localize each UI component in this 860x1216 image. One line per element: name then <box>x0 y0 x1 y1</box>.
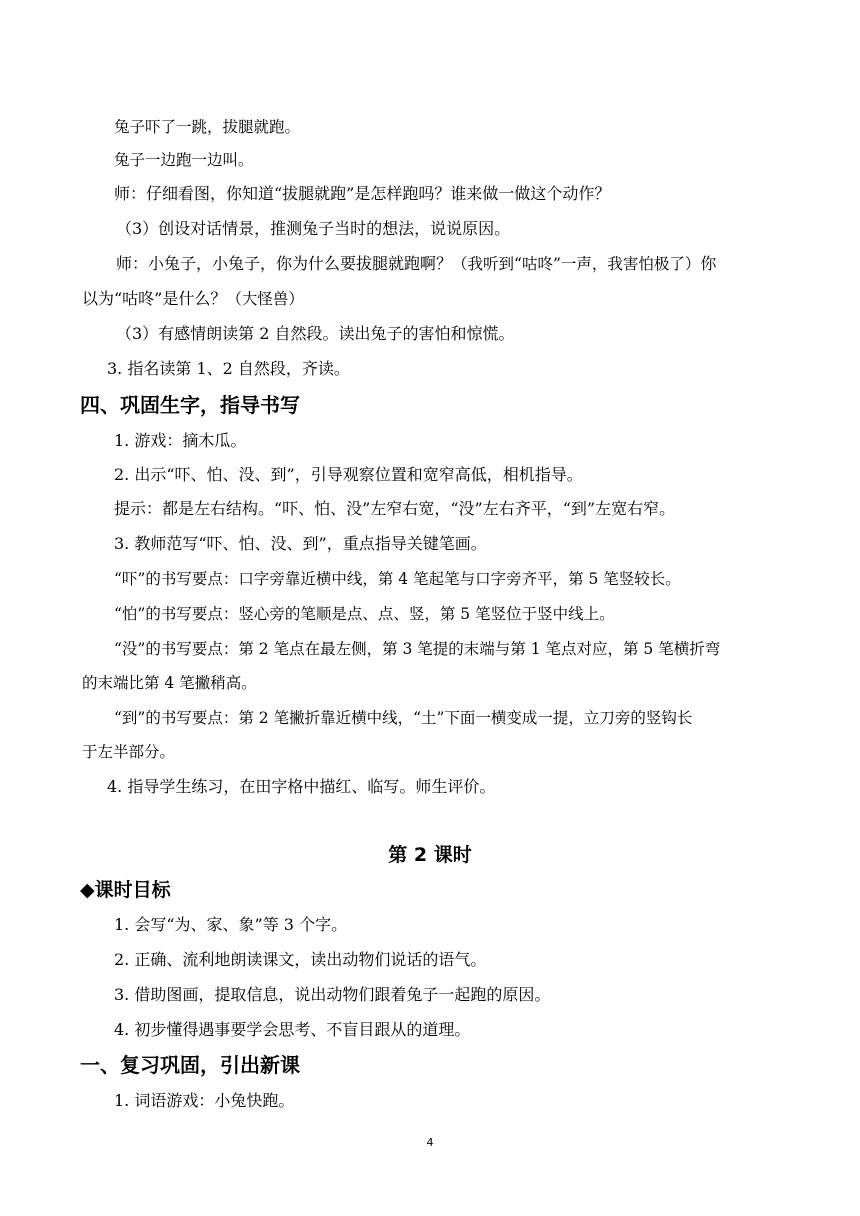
lesson-title: 第 2 课时 <box>388 844 472 866</box>
paragraph: “吓”的书写要点：口字旁靠近横中线，第 4 笔起笔与口字旁齐平，第 5 笔竖较长。 <box>114 570 681 588</box>
list-item: 2. 正确、流利地朗读课文，读出动物们说话的语气。 <box>114 950 487 969</box>
text-span: （我听到“咕咚”一声，我害怕极了） <box>452 255 701 273</box>
paragraph: “怕”的书写要点：竖心旁的笔顺是点、点、竖，第 5 笔竖位于竖中线上。 <box>114 605 615 623</box>
text-span: 以为“咕咚”是什么？ <box>82 289 227 308</box>
paragraph: （3）有感情朗读第 2 自然段。读出兔子的害怕和惊慌。 <box>116 324 515 343</box>
paragraph: 2. 出示“吓、怕、没、到”，引导观察位置和宽窄高低，相机指导。 <box>114 465 583 484</box>
section-heading: 四、巩固生字，指导书写 <box>80 393 300 417</box>
paragraph: 的末端比第 4 笔撇稍高。 <box>82 674 257 692</box>
section-heading: 一、复习巩固，引出新课 <box>80 1053 300 1077</box>
text-span: （大怪兽） <box>226 290 304 308</box>
paragraph: 兔子一边跑一边叫。 <box>114 151 254 169</box>
paragraph: “没”的书写要点：第 2 笔点在最左侧，第 3 笔提的末端与第 1 笔点对应，第 5 笔横折弯 <box>114 640 721 658</box>
paragraph: 1. 游戏：摘木瓜。 <box>114 431 247 450</box>
paragraph: 于左半部分。 <box>82 743 176 761</box>
paragraph-line <box>82 288 304 310</box>
paragraph: 师：仔细看图，你知道“拔腿就跑”是怎样跑吗？谁来做一做这个动作？ <box>114 184 611 203</box>
paragraph: 4. 指导学生练习，在田字格中描红、临写。师生评价。 <box>107 777 496 796</box>
page-number: 4 <box>426 1136 434 1149</box>
list-item: 4. 初步懂得遇事要学会思考、不盲目跟从的道理。 <box>114 1020 471 1039</box>
paragraph: 3. 教师范写“吓、怕、没、到”，重点指导关键笔画。 <box>114 534 487 553</box>
section-heading: ◆课时目标 <box>80 879 171 901</box>
text-span: 你 <box>700 254 717 273</box>
paragraph: （3）创设对话情景，推测兔子当时的想法，说说原因。 <box>116 219 511 238</box>
paragraph-line <box>116 253 716 275</box>
paragraph: “到”的书写要点：第 2 笔撇折靠近横中线，“土”下面一横变成一提，立刀旁的竖钩长 <box>114 709 693 727</box>
paragraph: 1. 词语游戏：小兔快跑。 <box>114 1091 295 1110</box>
paragraph: 3. 指名读第 1、2 自然段，齐读。 <box>107 359 350 378</box>
paragraph: 提示：都是左右结构。“吓、怕、没”左窄右宽，“没”左右齐平，“到”左宽右窄。 <box>114 499 676 518</box>
text-span: 师：小兔子，小兔子，你为什么要拔腿就跑啊？ <box>116 254 453 273</box>
list-item: 1. 会写“为、家、象”等 3 个字。 <box>114 915 348 934</box>
paragraph: 兔子吓了一跳，拔腿就跑。 <box>114 118 301 136</box>
list-item: 3. 借助图画，提取信息，说出动物们跟着兔子一起跑的原因。 <box>114 985 551 1004</box>
